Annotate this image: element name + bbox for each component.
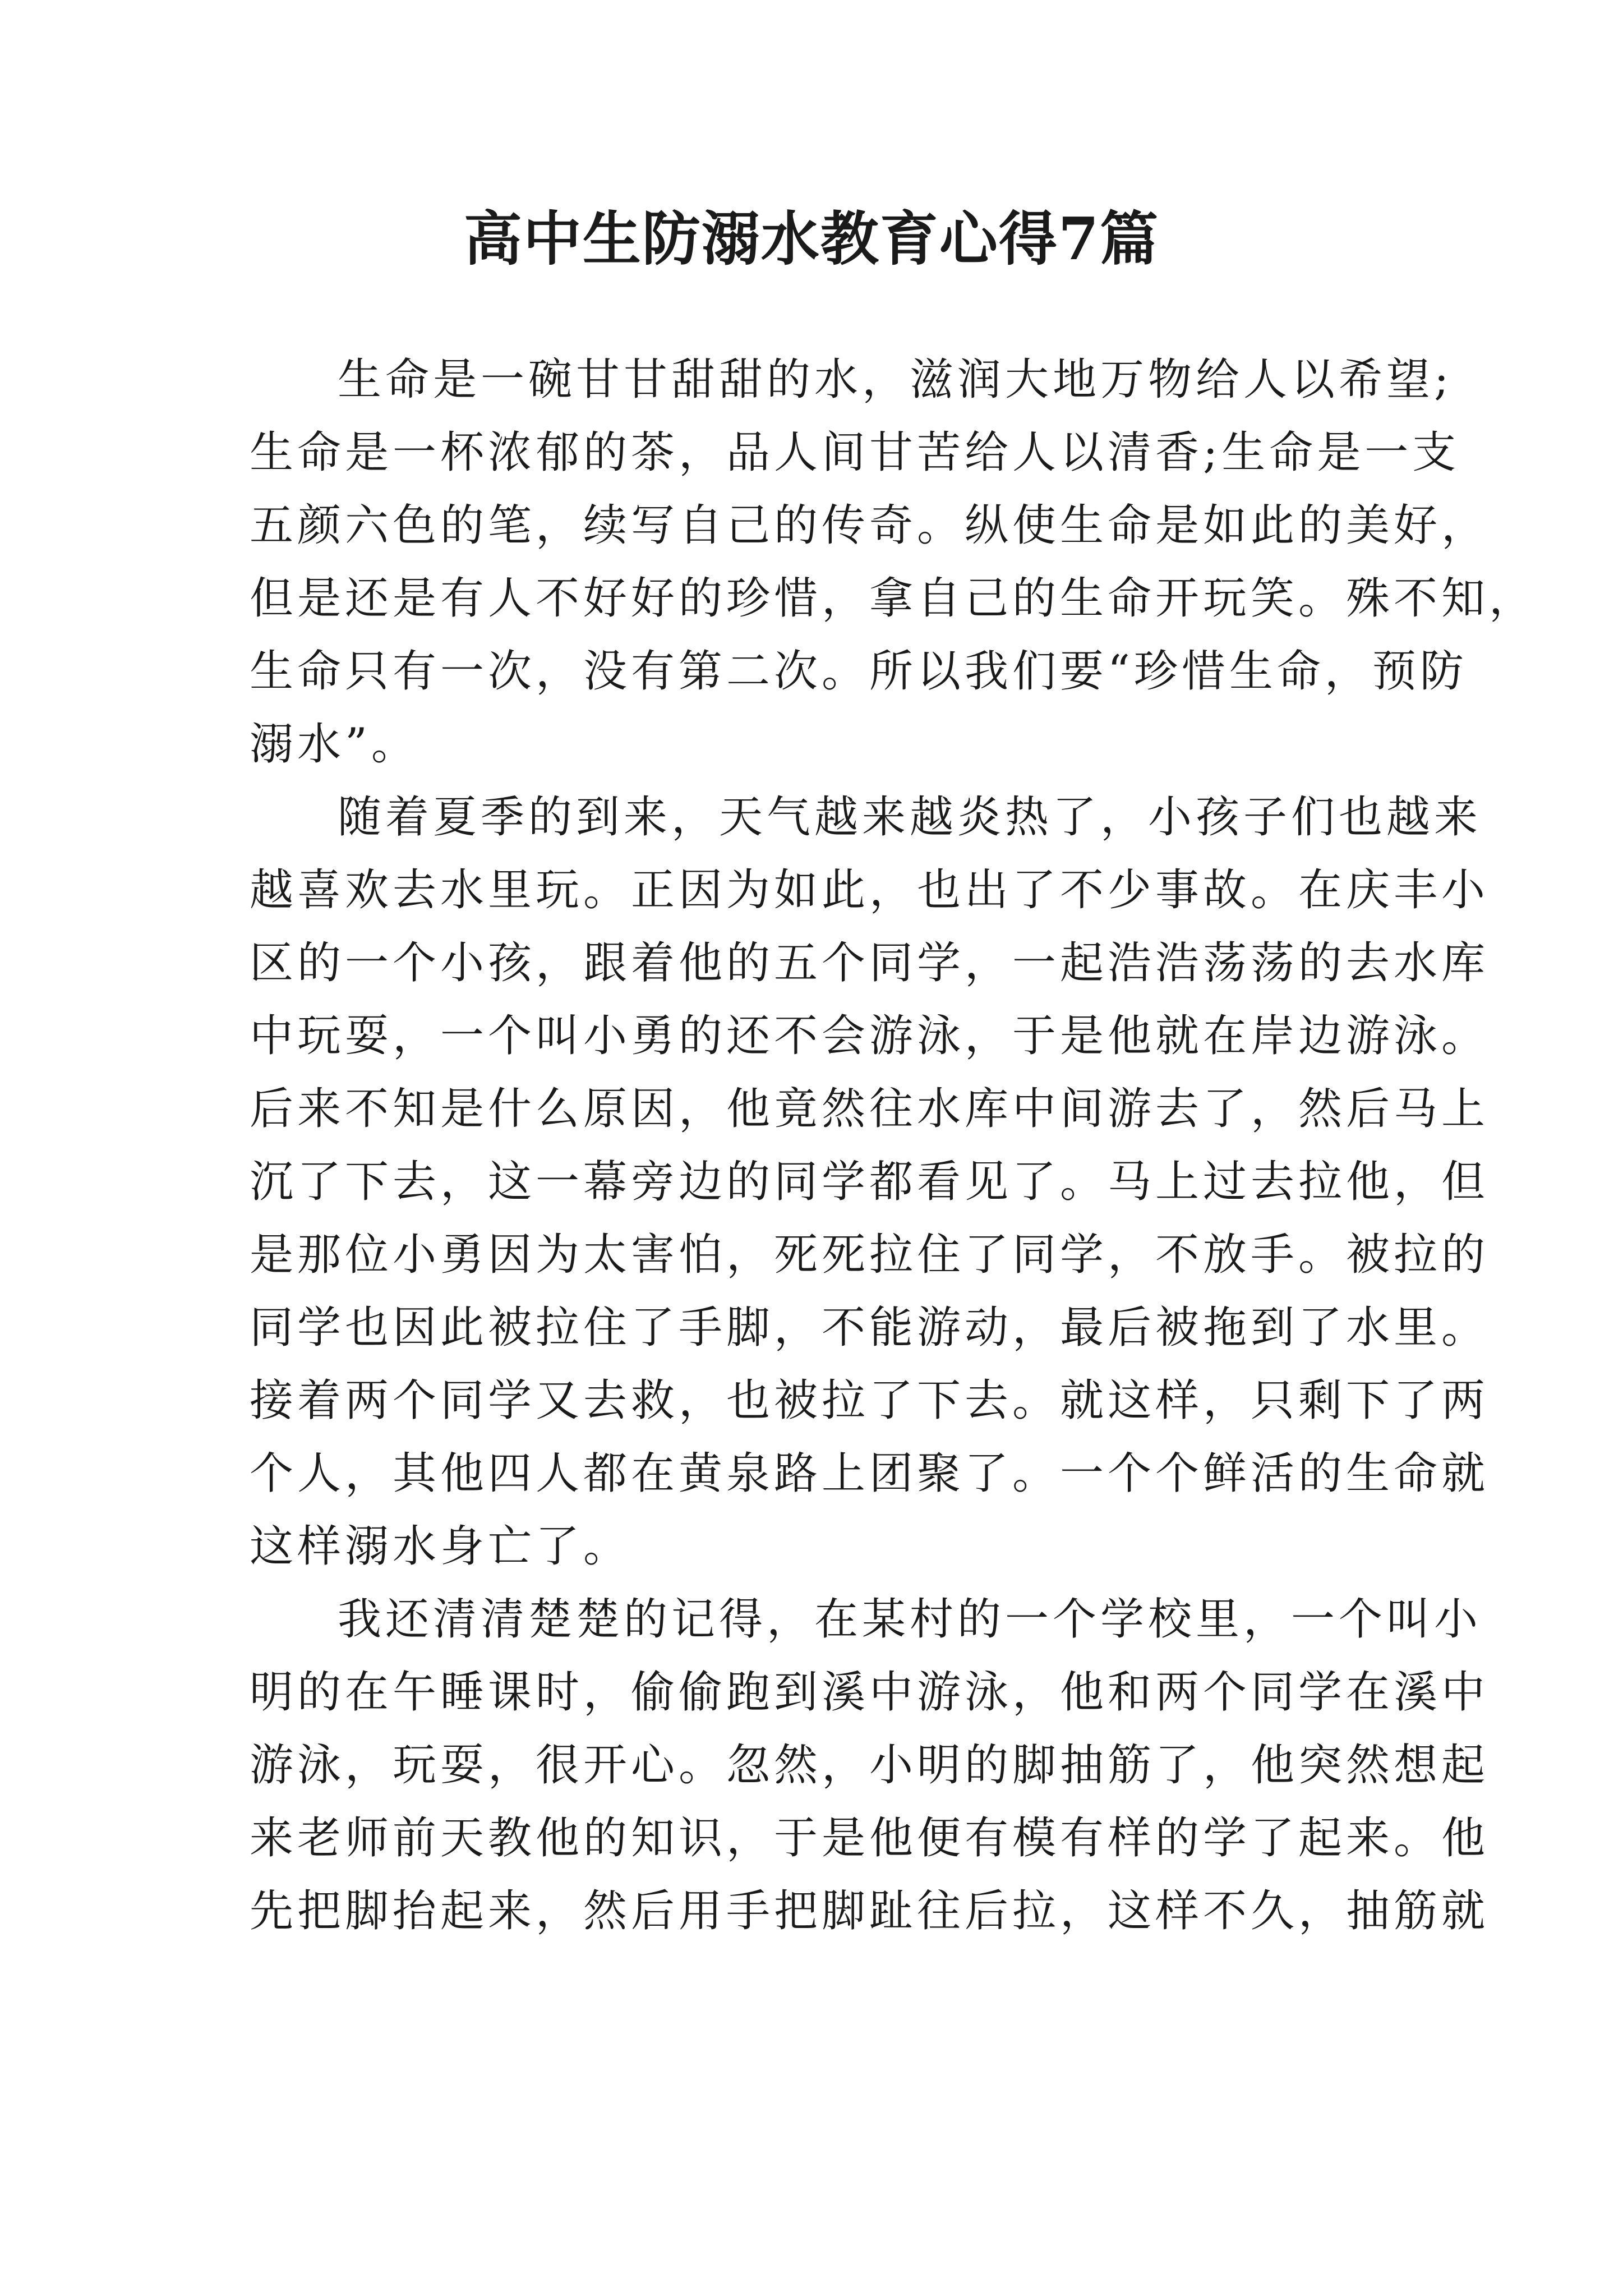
paragraph-line: 生命是一碗甘甘甜甜的水，滋润大地万物给人以希望; (338, 355, 1453, 405)
paragraph-line: 这样溺水身亡了。 (250, 1521, 631, 1572)
paragraph-line: 中玩耍，一个叫小勇的还不会游泳，于是他就在岸边游泳。 (250, 1011, 1490, 1061)
paragraph-line: 沉了下去，这一幕旁边的同学都看见了。马上过去拉他，但 (250, 1157, 1490, 1207)
paragraph-line: 游泳，玩耍，很开心。忽然，小明的脚抽筋了，他突然想起 (250, 1740, 1490, 1791)
paragraph-line: 个人，其他四人都在黄泉路上团聚了。一个个鲜活的生命就 (250, 1448, 1490, 1499)
paragraph-line: 同学也因此被拉住了手脚，不能游动，最后被拖到了水里。 (250, 1303, 1490, 1353)
document-body (250, 343, 1537, 1948)
paragraph-line: 随着夏季的到来，天气越来越炎热了，小孩子们也越来 (338, 792, 1482, 843)
paragraph-line: 区的一个小孩，跟着他的五个同学，一起浩浩荡荡的去水库 (250, 938, 1490, 988)
paragraph-line: 我还清清楚楚的记得，在某村的一个学校里，一个叫小 (338, 1594, 1482, 1645)
paragraph-2 (250, 781, 1490, 1583)
paragraph-line: 来老师前天教他的知识，于是他便有模有样的学了起来。他 (250, 1813, 1490, 1864)
paragraph-line: 是那位小勇因为太害怕，死死拉住了同学，不放手。被拉的 (250, 1230, 1490, 1280)
paragraph-line: 生命是一杯浓郁的茶，品人间甘苦给人以清香;生命是一支 (250, 427, 1460, 478)
paragraph-1 (250, 343, 1537, 781)
document-title: 高中生防溺水教育心得7篇 (463, 204, 1160, 273)
paragraph-line: 接着两个同学又去救，也被拉了下去。就这样，只剩下了两 (250, 1375, 1490, 1426)
paragraph-line: 越喜欢去水里玩。正因为如此，也出了不少事故。在庆丰小 (250, 865, 1490, 915)
paragraph-line: 后来不知是什么原因，他竟然往水库中间游去了，然后马上 (250, 1084, 1490, 1134)
paragraph-3 (250, 1583, 1490, 1948)
paragraph-line: 明的在午睡课时，偷偷跑到溪中游泳，他和两个同学在溪中 (250, 1667, 1490, 1718)
paragraph-line: 五颜六色的笔，续写自己的传奇。纵使生命是如此的美好， (250, 500, 1490, 551)
paragraph-line: 但是还是有人不好好的珍惜，拿自己的生命开玩笑。殊不知， (250, 573, 1537, 624)
paragraph-line: 先把脚抬起来，然后用手把脚趾往后拉，这样不久，抽筋就 (250, 1886, 1490, 1936)
paragraph-line: 溺水”。 (250, 719, 419, 770)
paragraph-line: 生命只有一次，没有第二次。所以我们要“珍惜生命，预防 (250, 646, 1468, 697)
